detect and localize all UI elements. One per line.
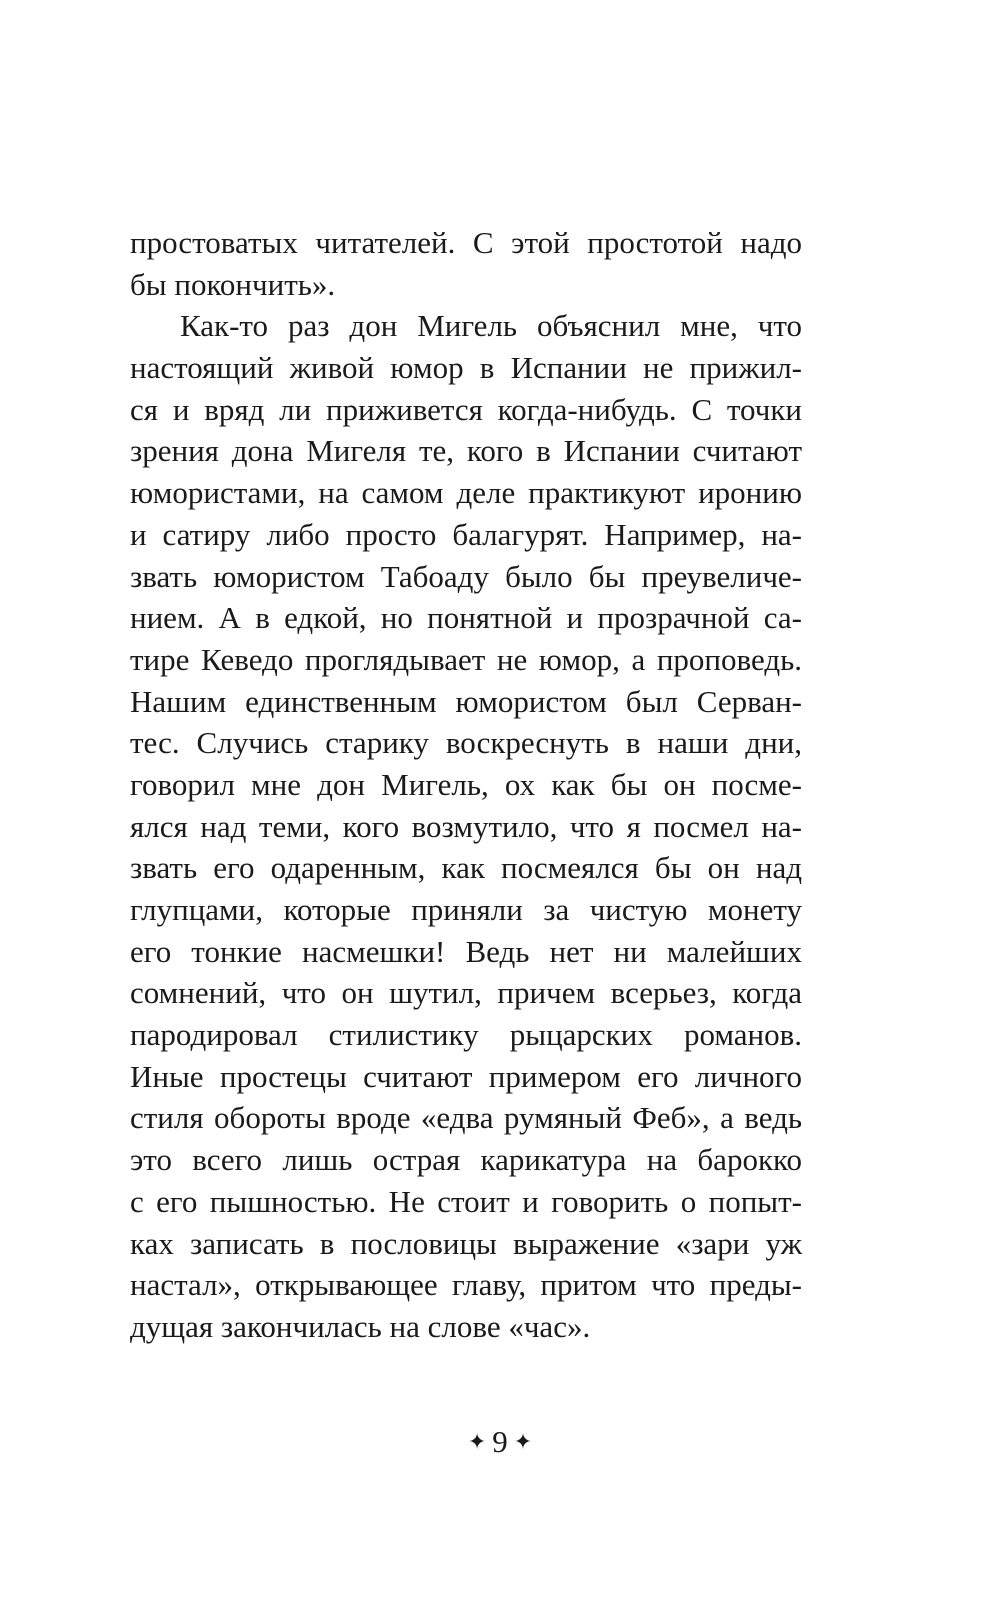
ornament-right-icon: ✦: [513, 1429, 533, 1454]
text-line: с его пышностью. Не стоит и говорить о попыт-: [130, 1183, 802, 1219]
text-line: пародировал стилистику рыцарских романов.: [130, 1017, 802, 1053]
text-line: настал», открывающее главу, притом что преды-: [130, 1267, 802, 1303]
text-line: Нашим единственным юмористом был Серван-: [130, 683, 802, 719]
text-line: это всего лишь острая карикатура на барокко: [130, 1142, 802, 1178]
text-line: Иные простецы считают примером его личного: [130, 1058, 802, 1094]
text-line: глупцами, которые приняли за чистую монету: [130, 892, 802, 927]
page-footer: [0, 1422, 1000, 1462]
text-line: юмористами, на самом деле практикуют иронию: [130, 475, 802, 511]
text-line: ялся над теми, кого возмутило, что я посмел на-: [130, 808, 802, 844]
text-line: ках записать в пословицы выражение «зари уж: [130, 1225, 802, 1261]
text-line: его тонкие насмешки! Ведь нет ни малейших: [130, 933, 802, 969]
text-line: настоящий живой юмор в Испании не прижил-: [130, 350, 802, 386]
paragraph: [130, 305, 802, 1347]
text-line: тес. Случись старику воскреснуть в наши дни,: [130, 725, 802, 761]
text-line: дущая закончилась на слове «час».: [130, 1308, 591, 1344]
text-line: бы покончить».: [130, 266, 336, 302]
body-text: [130, 222, 802, 1348]
text-line: ся и вряд ли приживется когда-нибудь. С точки: [130, 391, 802, 427]
page-number: 9: [492, 1424, 508, 1459]
text-line: зрения дона Мигеля те, кого в Испании считают: [130, 433, 802, 469]
text-line: простоватых читателей. С этой простотой надо: [130, 225, 802, 260]
text-line: звать юмористом Табоаду было бы преувеличе-: [130, 558, 802, 594]
text-line: Как-то раз дон Мигель объяснил мне, что: [180, 308, 802, 344]
text-line: тире Кеведо проглядывает не юмор, а проповедь.: [130, 641, 802, 677]
paragraph: [130, 222, 802, 305]
text-line: нием. А в едкой, но понятной и прозрачной са-: [130, 600, 802, 636]
text-line: и сатиру либо просто балагурят. Например, на-: [130, 516, 802, 552]
text-line: говорил мне дон Мигель, ох как бы он посме-: [130, 766, 802, 802]
text-line: стиля обороты вроде «едва румяный Феб», а ведь: [130, 1100, 802, 1136]
text-line: звать его одаренным, как посмеялся бы он над: [130, 850, 802, 886]
ornament-left-icon: ✦: [467, 1429, 487, 1454]
text-line: сомнений, что он шутил, причем всерьез, когда: [130, 975, 802, 1011]
